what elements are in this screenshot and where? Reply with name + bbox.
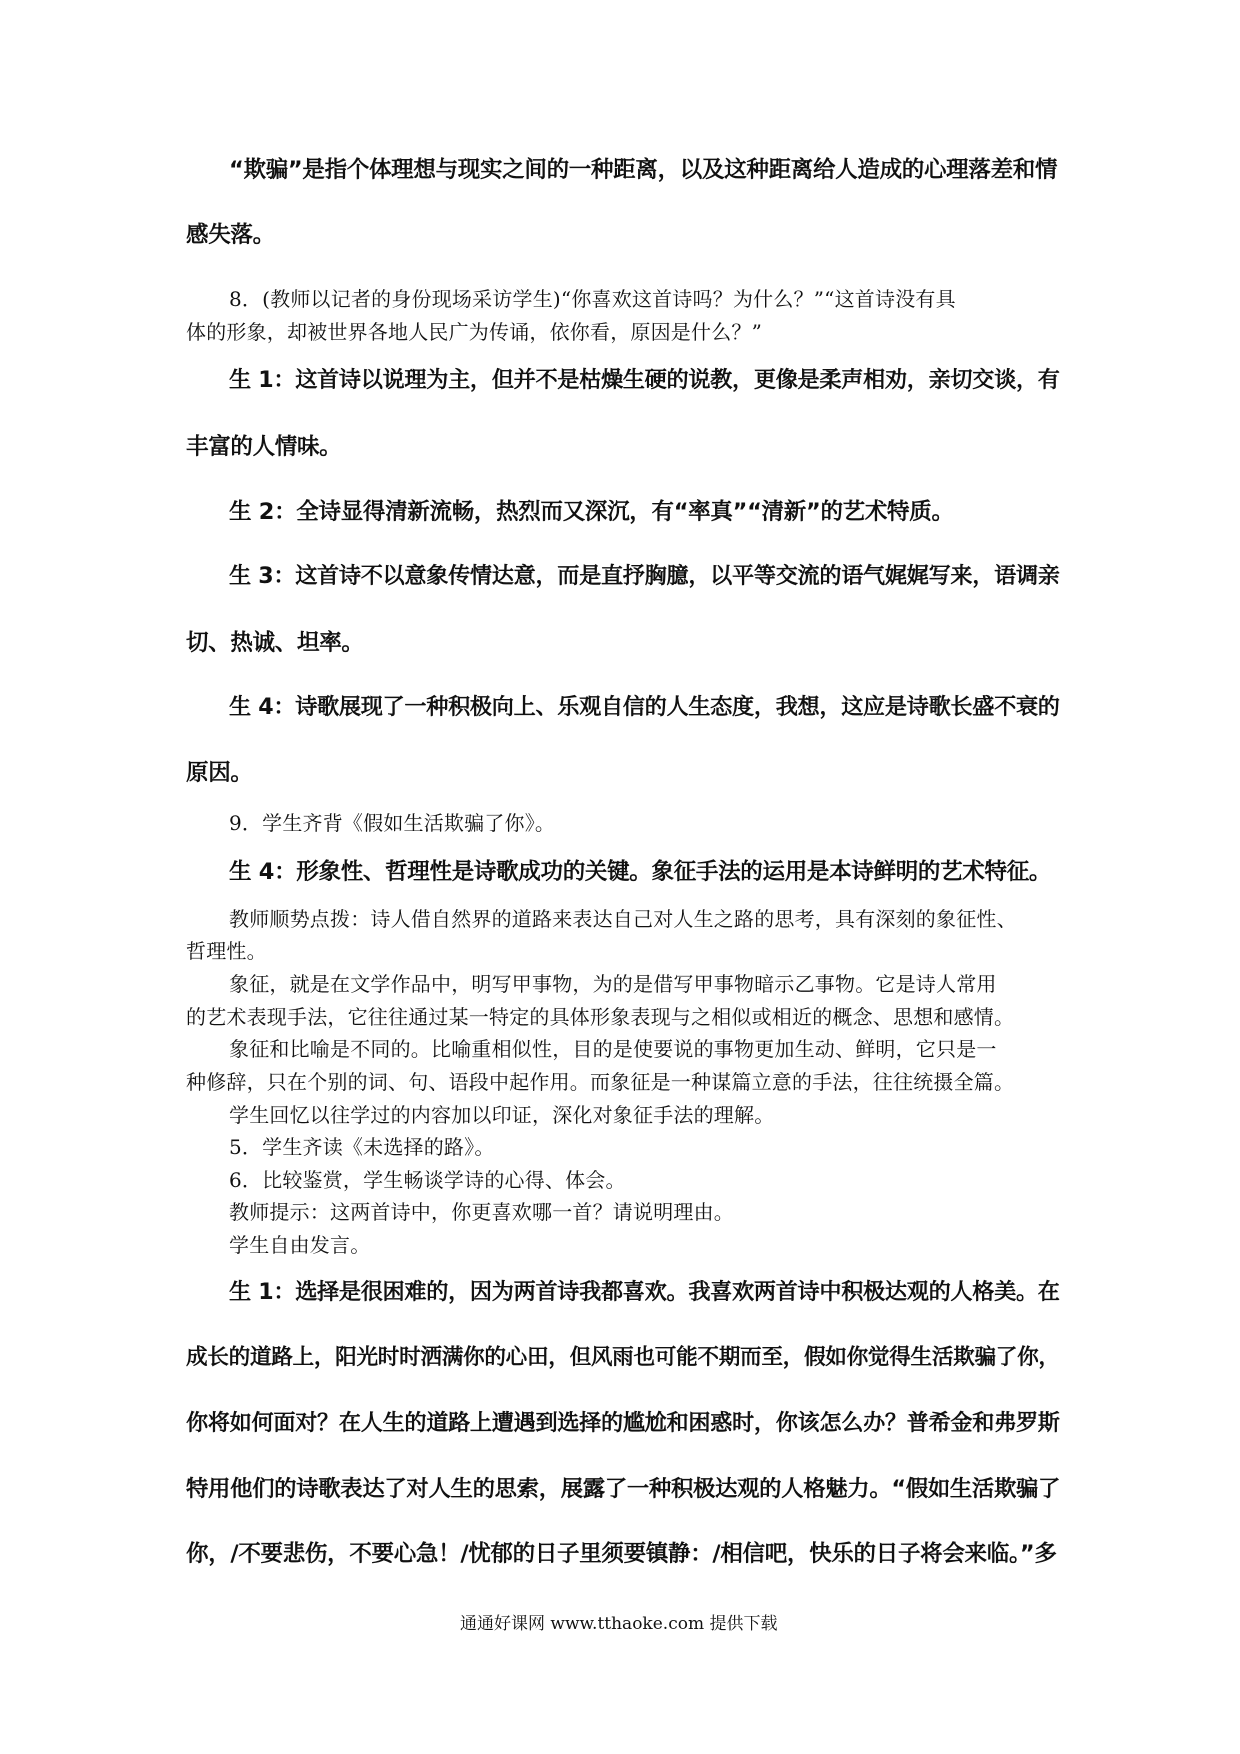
paragraph-17-line-4: 特用他们的诗歌表达了对人生的思索，展露了一种积极达观的人格魅力。“假如生活欺骗了 xyxy=(186,1476,1061,1502)
paragraph-4-line-1: 生 2：全诗显得清新流畅，热烈而又深沉，有“率真”“清新”的艺术特质。 xyxy=(229,499,954,525)
paragraph-2-line-2: 体的形象，却被世界各地人民广为传诵，依你看，原因是什么？” xyxy=(186,320,763,344)
paragraph-12-line-1: 学生回忆以往学过的内容加以印证，深化对象征手法的理解。 xyxy=(229,1103,775,1127)
paragraph-1-line-1: “欺骗”是指个体理想与现实之间的一种距离，以及这种距离给人造成的心理落差和情 xyxy=(229,157,1058,183)
paragraph-11-line-2: 种修辞，只在个别的词、句、语段中起作用。而象征是一种谋篇立意的手法，往往统摄全篇。 xyxy=(186,1070,1015,1094)
page-footer: 通通好课网 www.tthaoke.com 提供下载 xyxy=(460,1614,778,1634)
paragraph-17-line-2: 成长的道路上，阳光时时洒满你的心田，但风雨也可能不期而至，假如你觉得生活欺骗了你， xyxy=(186,1345,1060,1370)
paragraph-15-line-1: 教师提示：这两首诗中，你更喜欢哪一首？请说明理由。 xyxy=(229,1200,734,1224)
paragraph-17-line-3: 你将如何面对？在人生的道路上遭遇到选择的尴尬和困惑时，你该怎么办？普希金和弗罗斯 xyxy=(186,1410,1060,1436)
paragraph-9-line-2: 哲理性。 xyxy=(186,939,267,963)
paragraph-6-line-2: 原因。 xyxy=(186,760,253,786)
paragraph-5-line-1: 生 3：这首诗不以意象传情达意，而是直抒胸臆，以平等交流的语气娓娓写来，语调亲 xyxy=(229,563,1060,589)
paragraph-9-line-1: 教师顺势点拨：诗人借自然界的道路来表达自己对人生之路的思考，具有深刻的象征性、 xyxy=(229,907,1017,931)
paragraph-14-line-1: 6．比较鉴赏，学生畅谈学诗的心得、体会。 xyxy=(229,1168,626,1192)
paragraph-10-line-2: 的艺术表现手法，它往往通过某一特定的具体形象表现与之相似或相近的概念、思想和感情。 xyxy=(186,1005,1015,1029)
paragraph-17-line-1: 生 1：选择是很困难的，因为两首诗我都喜欢。我喜欢两首诗中积极达观的人格美。在 xyxy=(229,1279,1060,1305)
paragraph-10-line-1: 象征，就是在文学作品中，明写甲事物，为的是借写甲事物暗示乙事物。它是诗人常用 xyxy=(229,972,997,996)
paragraph-17-line-5: 你，/不要悲伤，不要心急！/忧郁的日子里须要镇静：/相信吧，快乐的日子将会来临。”多 xyxy=(186,1541,1057,1567)
paragraph-5-line-2: 切、热诚、坦率。 xyxy=(186,630,364,656)
paragraph-11-line-1: 象征和比喻是不同的。比喻重相似性，目的是使要说的事物更加生动、鲜明，它只是一 xyxy=(229,1037,997,1061)
paragraph-16-line-1: 学生自由发言。 xyxy=(229,1233,371,1257)
paragraph-2-line-1: 8．(教师以记者的身份现场采访学生)“你喜欢这首诗吗？为什么？”“这首诗没有具 xyxy=(229,287,956,311)
paragraph-1-line-2: 感失落。 xyxy=(186,222,275,248)
paragraph-8-line-1: 生 4：形象性、哲理性是诗歌成功的关键。象征手法的运用是本诗鲜明的艺术特征。 xyxy=(229,859,1052,885)
paragraph-3-line-2: 丰富的人情味。 xyxy=(186,434,342,460)
paragraph-13-line-1: 5．学生齐读《未选择的路》。 xyxy=(229,1135,495,1159)
paragraph-3-line-1: 生 1：这首诗以说理为主，但并不是枯燥生硬的说教，更像是柔声相劝，亲切交谈，有 xyxy=(229,367,1060,393)
paragraph-6-line-1: 生 4：诗歌展现了一种积极向上、乐观自信的人生态度，我想，这应是诗歌长盛不衰的 xyxy=(229,694,1060,720)
paragraph-7-line-1: 9．学生齐背《假如生活欺骗了你》。 xyxy=(229,811,556,835)
